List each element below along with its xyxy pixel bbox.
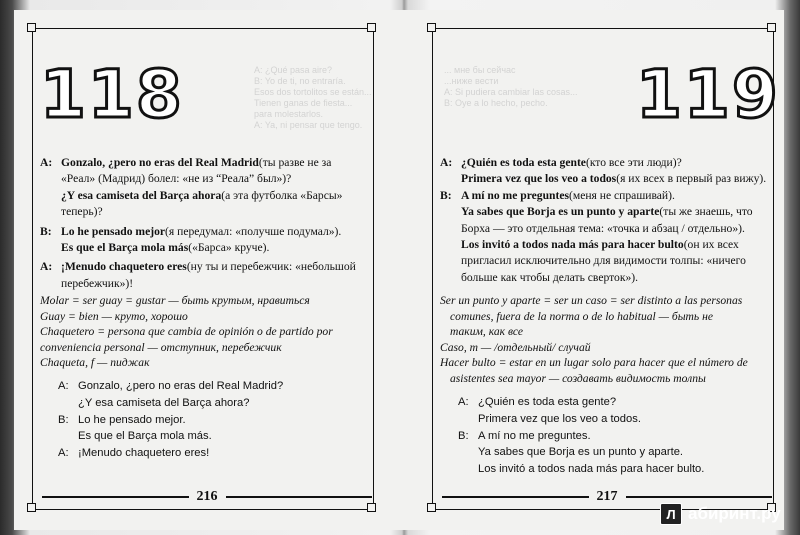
watermark-logo-icon: Л <box>660 503 682 525</box>
dialogue-line <box>440 155 775 171</box>
dialogue-line <box>40 155 375 171</box>
dialogue-line <box>458 428 768 445</box>
speaker-label: A: <box>40 156 53 169</box>
dialogue-line <box>458 411 768 428</box>
glossary-entry: таким, как все <box>450 325 523 339</box>
page-number: 216 <box>196 489 218 504</box>
frame-corner <box>27 23 36 32</box>
speaker-label: B: <box>58 413 69 426</box>
frame-corner <box>767 23 776 32</box>
speaker-label: B: <box>458 429 469 442</box>
glossary-entry: conveniencia personal — отступник, перебежчик <box>40 340 282 354</box>
glossary-entry: Caso, m — /отдельный/ случай <box>440 340 591 354</box>
translation-ru: (меня не спрашивай). <box>569 188 675 202</box>
page-footer <box>42 489 372 505</box>
dialogue-line <box>40 188 375 204</box>
phrase-es: Ya sabes que Borja es un punto y aparte <box>461 205 660 219</box>
translation-ru: (кто все эти люди)? <box>585 156 682 169</box>
glossary-entry: Chaqueta, f — пиджак <box>40 356 150 370</box>
dialogue-line <box>58 428 368 445</box>
dialogue-line <box>440 221 775 237</box>
translation-ru: («Барса» круче). <box>188 241 270 255</box>
dialogue-text: Gonzalo, ¿pero no eras del Real Madrid? <box>78 380 284 392</box>
right-page <box>404 10 784 530</box>
dialogue-line <box>40 240 375 256</box>
speaker-label: A: <box>458 396 469 408</box>
translation-ru: (ты же знаешь, что <box>659 205 753 219</box>
dialogue-spanish <box>458 394 768 478</box>
dialogue-line <box>440 204 775 220</box>
glossary-entry: Ser un punto y aparte = ser un caso = ser distinto a las personas <box>440 294 743 307</box>
dialogue-spanish <box>58 378 368 462</box>
phrase-es: Los invitó a todos nada más para hacer bulto <box>461 238 684 252</box>
frame-corner <box>427 503 436 512</box>
footer-rule <box>442 496 589 498</box>
dialogue-line <box>58 445 368 462</box>
phrase-es: Lo he pensado mejor <box>61 224 166 238</box>
dialogue-line <box>440 253 775 269</box>
dialogue-text: Es que el Barça mola más. <box>78 430 212 443</box>
watermark <box>660 503 781 525</box>
dialogue-line <box>40 171 375 187</box>
speaker-label: A: <box>58 380 69 392</box>
lesson-number: 119 <box>636 56 780 133</box>
dialogue-line <box>440 237 775 253</box>
dialogue-line <box>40 259 375 275</box>
dialogue-line <box>458 394 768 411</box>
frame-corner <box>427 23 436 32</box>
glossary-entry: Chaquetero = persona que cambia de opinión o de partido por <box>40 325 333 339</box>
dialogue-line <box>58 378 368 395</box>
dialogue-text: ¿Y esa camiseta del Barça ahora? <box>78 396 250 409</box>
dialogue-translation <box>440 155 775 286</box>
translation-ru: (я передумал: «получше подумал»). <box>165 224 342 238</box>
show-through-text: A: ¿Qué pasa aire? B: Yo de ti, no entraría. Esos dos tortolitos se están... Tienen ganas de fiesta... para molestarlos. A: Ya, ni pensar que tengo. <box>254 65 372 130</box>
footer-rule <box>626 496 773 498</box>
dialogue-line <box>458 461 768 478</box>
frame-corner <box>27 503 36 512</box>
dialogue-text: ¿Quién es toda esta gente? <box>478 396 617 408</box>
dialogue-line <box>58 412 368 429</box>
glossary <box>40 293 375 371</box>
speaker-label: A: <box>58 447 69 460</box>
dialogue-line <box>40 276 375 292</box>
dialogue-text: Primera vez que los veo a todos. <box>478 412 641 425</box>
page-number: 217 <box>596 489 618 504</box>
footer-rule <box>42 496 189 498</box>
speaker-label: A: <box>40 260 53 274</box>
phrase-es: ¿Quién es toda esta gente <box>461 156 586 169</box>
translation-ru: (а эта футболка «Барсы» <box>221 188 343 202</box>
dialogue-line <box>440 188 775 204</box>
phrase-es: Gonzalo, ¿pero no eras del Real Madrid <box>61 156 259 169</box>
translation-ru: Борха — это отдельная тема: «точка и абзац / отдельно»). <box>461 221 745 235</box>
translation-ru: пригласил исключительно для видимости толпы: «ничего <box>461 254 746 268</box>
dialogue-text: A mí no me preguntes. <box>478 429 591 442</box>
dialogue-line <box>58 395 368 412</box>
phrase-es: A mí no me preguntes <box>461 188 569 202</box>
phrase-es: Es que el Barça mola más <box>61 241 189 255</box>
translation-ru: (ну ты и перебежчик: «небольшой <box>186 260 356 274</box>
translation-ru: (я их всех в первый раз вижу). <box>616 172 767 186</box>
dialogue-text: ¡Menudo chaquetero eres! <box>78 447 210 460</box>
speaker-label: B: <box>440 188 452 202</box>
dialogue-text: Los invitó a todos nada más para hacer bulto. <box>478 463 705 476</box>
translation-ru: больше как чтобы делать сверток»). <box>461 270 639 284</box>
phrase-es: Primera vez que los veo a todos <box>461 172 617 186</box>
glossary-entry: comunes, fuera de la norma o de lo habitual — быть не <box>450 309 713 323</box>
translation-ru: (ты разве не за <box>258 156 332 169</box>
glossary-entry: asistentes sea mayor — создавать видимость толпы <box>450 371 706 385</box>
dialogue-line <box>40 224 375 240</box>
left-page <box>14 10 404 530</box>
lesson-number: 118 <box>40 56 184 133</box>
show-through-text: ... мне бы сейчас ...ниже вести A: Si pudiera cambiar las cosas... B: Oye a lo hecho, pecho. <box>444 65 578 108</box>
speaker-label: A: <box>440 156 453 169</box>
glossary <box>440 293 775 387</box>
frame-corner <box>367 23 376 32</box>
dialogue-text: Ya sabes que Borja es un punto y aparte. <box>478 446 684 459</box>
footer-rule <box>226 496 373 498</box>
translation-ru: перебежчик»)! <box>61 276 134 290</box>
translation-ru: (он их всех <box>683 238 739 252</box>
dialogue-text: Lo he pensado mejor. <box>78 413 186 426</box>
dialogue-line <box>440 270 775 286</box>
dialogue-line <box>458 444 768 461</box>
glossary-entry: Guay = bien — круто, хорошо <box>40 309 188 323</box>
watermark-text: абиринт.ру <box>688 504 781 523</box>
phrase-es: ¿Y esa camiseta del Barça ahora <box>61 188 222 202</box>
speaker-label: B: <box>40 224 52 238</box>
translation-ru: «Реал» (Мадрид) болел: «не из “Реала” был»)? <box>61 172 292 186</box>
glossary-entry: Molar = ser guay = gustar — быть крутым, нравиться <box>40 294 310 307</box>
glossary-entry: Hacer bulto = estar en un lugar solo para hacer que el número de <box>440 356 748 370</box>
phrase-es: ¡Menudo chaquetero eres <box>61 260 187 274</box>
dialogue-line <box>440 171 775 187</box>
translation-ru: теперь)? <box>61 205 103 219</box>
dialogue-translation <box>40 155 375 292</box>
dialogue-line <box>40 204 375 220</box>
